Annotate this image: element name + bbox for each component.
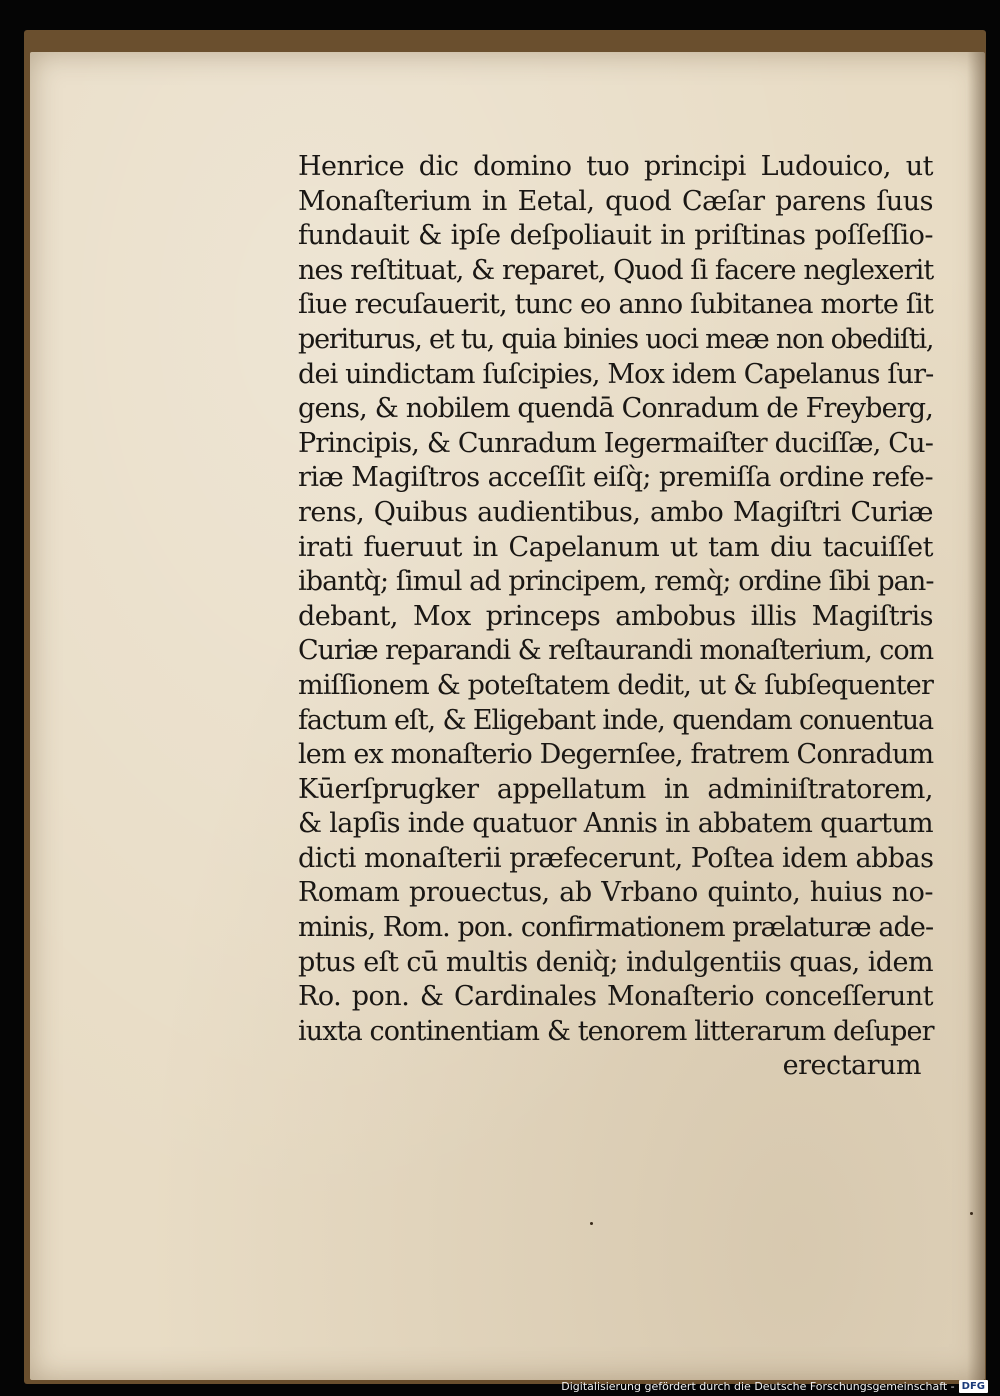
gutter-shadow xyxy=(967,52,985,1380)
text-line: debant, Mox princeps ambobus illis Magiſtris xyxy=(298,600,933,632)
text-line: Monaſterium in Eetal, quod Cæſar parens ſuus xyxy=(298,185,933,217)
text-line: factum eſt, & Eligebant inde, quendam conuentua xyxy=(298,704,933,736)
funding-credit-text: Digitalisierung gefördert durch die Deutsche Forschungsgemeinschaft - xyxy=(561,1379,955,1393)
text-line: lem ex monaſterio Degernſee, fratrem Conradum xyxy=(298,739,934,771)
text-line: miſſionem & poteſtatem dedit, ut & ſubſequenter xyxy=(298,669,934,701)
text-line: Henrice dic domino tuo principi Ludouico, ut xyxy=(298,151,933,182)
text-line: Principis, & Cunradum Iegermaiſter duciſſæ, Cu- xyxy=(298,427,933,459)
text-line: Curiæ reparandi & reſtaurandi monaſterium, com xyxy=(298,635,934,667)
footer-credit xyxy=(0,1376,1000,1396)
text-line: ſiue recuſauerit, tunc eo anno ſubitanea morte ſit xyxy=(298,289,933,321)
text-line: iuxta continentiam & tenorem litterarum deſuper xyxy=(298,1015,934,1047)
dfg-logo-icon: DFG xyxy=(959,1380,988,1393)
text-line: ptus eſt cū multis deniq̀; indulgentiis quas, idem xyxy=(298,946,933,978)
text-line: nes reſtituat, & reparet, Quod ſi facere neglexerit xyxy=(298,254,934,286)
text-line: ibantq̀; ſimul ad principem, remq̀; ordine ſibi pan- xyxy=(298,566,934,598)
text-line: & lapſis inde quatuor Annis in abbatem quartum xyxy=(298,808,933,840)
text-line: Kūerſprugker appellatum in adminiſtratorem, xyxy=(298,773,933,805)
text-line: riæ Magiſtros acceſſit eiſq̀; premiſſa ordine refe- xyxy=(298,462,933,494)
text-line: Ro. pon. & Cardinales Monaſterio conceſſerunt xyxy=(298,981,933,1013)
text-line: rens, Quibus audientibus, ambo Magiſtri Curiæ xyxy=(298,496,933,528)
paper-speck xyxy=(970,1212,973,1215)
paper-speck xyxy=(590,1222,593,1225)
text-line: minis, Rom. pon. confirmationem prælaturæ ade- xyxy=(298,912,934,944)
text-line: dicti monaſterii præfecerunt, Poſtea idem abbas xyxy=(298,842,934,874)
catchword: erectarum xyxy=(782,1050,921,1082)
text-line: fundauit & ipſe deſpoliauit in priſtinas poſſeſſio- xyxy=(298,220,933,252)
text-line: Romam prouectus, ab Vrbano quinto, huius no- xyxy=(298,877,933,909)
text-line: gens, & nobilem quendā Conradum de Freyberg, xyxy=(298,393,933,425)
text-line: periturus, et tu, quia binies uoci meæ non obediſti, xyxy=(298,323,934,355)
text-line: irati fueruut in Capelanum ut tam diu tacuiſſet xyxy=(298,531,933,563)
text-block xyxy=(298,150,933,1084)
text-line: dei uindictam ſuſcipies, Mox idem Capelanus ſur- xyxy=(298,358,934,390)
